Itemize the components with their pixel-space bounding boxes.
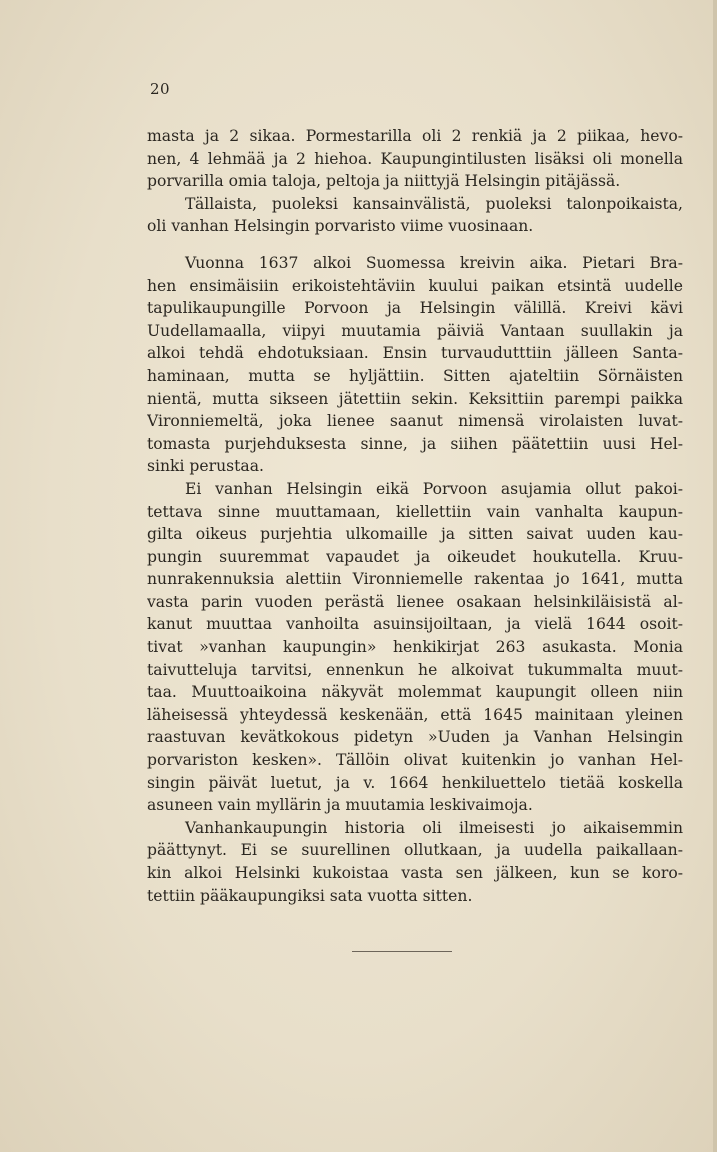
text-line: kanut muuttaa vanhoilta asuinsijoiltaan, ja vielä 1644 osoit- [147, 615, 683, 634]
paragraph [147, 817, 683, 907]
paragraph [147, 125, 683, 193]
text-line: päättynyt. Ei se suurellinen ollutkaan, ja uudella paikallaan- [147, 841, 683, 860]
paragraph [147, 478, 683, 817]
text-line: nientä, mutta sikseen jätettiin sekin. Keksittiin parempi paikka [147, 389, 683, 408]
text-line: tomasta purjehduksesta sinne, ja siihen päätettiin uusi Hel- [147, 434, 683, 453]
paragraph [147, 252, 683, 478]
page-number: 20 [150, 80, 171, 98]
text-line: alkoi tehdä ehdotuksiaan. Ensin turvaudutttiin jälleen Santa- [147, 344, 683, 363]
text-line: haminaan, mutta se hyljättiin. Sitten ajateltiin Sörnäisten [147, 366, 683, 385]
page-edge [713, 0, 717, 1152]
text-line: taa. Muuttoaikoina näkyvät molemmat kaupungit olleen niin [147, 683, 683, 702]
text-line: sinki perustaa. [147, 457, 264, 476]
text-line: tapulikaupungille Porvoon ja Helsingin välillä. Kreivi kävi [147, 299, 683, 318]
text-line: Ei vanhan Helsingin eikä Porvoon asujamia ollut pakoi- [185, 479, 683, 498]
text-line: porvariston kesken». Tällöin olivat kuitenkin jo vanhan Hel- [147, 751, 683, 770]
text-line: masta ja 2 sikaa. Pormestarilla oli 2 renkiä ja 2 piikaa, hevo- [147, 127, 683, 145]
text-line: Vironniemeltä, joka lienee saanut nimensä virolaisten luvat- [147, 412, 683, 431]
text-line: vasta parin vuoden perästä lienee osakaan helsinkiläisistä al- [147, 592, 683, 611]
text-line: tettava sinne muuttamaan, kiellettiin vain vanhalta kaupun- [147, 502, 683, 521]
text-line: asuneen vain myllärin ja muutamia leskivaimoja. [147, 796, 533, 815]
section-end-rule [352, 951, 452, 952]
text-line: porvarilla omia taloja, peltoja ja niittyjä Helsingin pitäjässä. [147, 172, 621, 191]
text-line: taivutteluja tarvitsi, ennenkun he alkoivat tukummalta muut- [147, 660, 683, 679]
text-line: singin päivät luetut, ja v. 1664 henkiluettelo tietää koskella [147, 773, 683, 792]
text-line: tivat »vanhan kaupungin» henkikirjat 263 asukasta. Monia [147, 638, 683, 657]
paragraph [147, 193, 683, 238]
text-line: oli vanhan Helsingin porvaristo viime vuosinaan. [147, 217, 534, 236]
paragraph-gap [147, 238, 683, 252]
text-line: nen, 4 lehmää ja 2 hiehoa. Kaupungintilusten lisäksi oli monella [147, 149, 683, 168]
text-line: hen ensimäisiin erikoistehtäviin kuului paikan etsintä uudelle [147, 276, 683, 295]
body-text [147, 125, 683, 907]
text-line: Uudellamaalla, viipyi muutamia päiviä Vantaan suullakin ja [147, 321, 683, 340]
text-line: läheisessä yhteydessä keskenään, että 1645 mainitaan yleinen [147, 705, 683, 724]
text-line: kin alkoi Helsinki kukoistaa vasta sen jälkeen, kun se koro- [147, 864, 683, 882]
text-line: Vuonna 1637 alkoi Suomessa kreivin aika. Pietari Bra- [185, 253, 683, 272]
text-line: nunrakennuksia alettiin Vironniemelle rakentaa jo 1641, mutta [147, 570, 683, 589]
text-line: pungin suuremmat vapaudet ja oikeudet houkutella. Kruu- [147, 547, 683, 566]
text-line: Vanhankaupungin historia oli ilmeisesti jo aikaisemmin [185, 818, 683, 837]
text-line: gilta oikeus purjehtia ulkomaille ja sitten saivat uuden kau- [147, 525, 683, 544]
text-line: Tällaista, puoleksi kansainvälistä, puoleksi talonpoikaista, [185, 194, 683, 213]
text-line: raastuvan kevätkokous pidetyn »Uuden ja Vanhan Helsingin [147, 728, 683, 747]
text-line: tettiin pääkaupungiksi sata vuotta sitten. [147, 886, 473, 905]
